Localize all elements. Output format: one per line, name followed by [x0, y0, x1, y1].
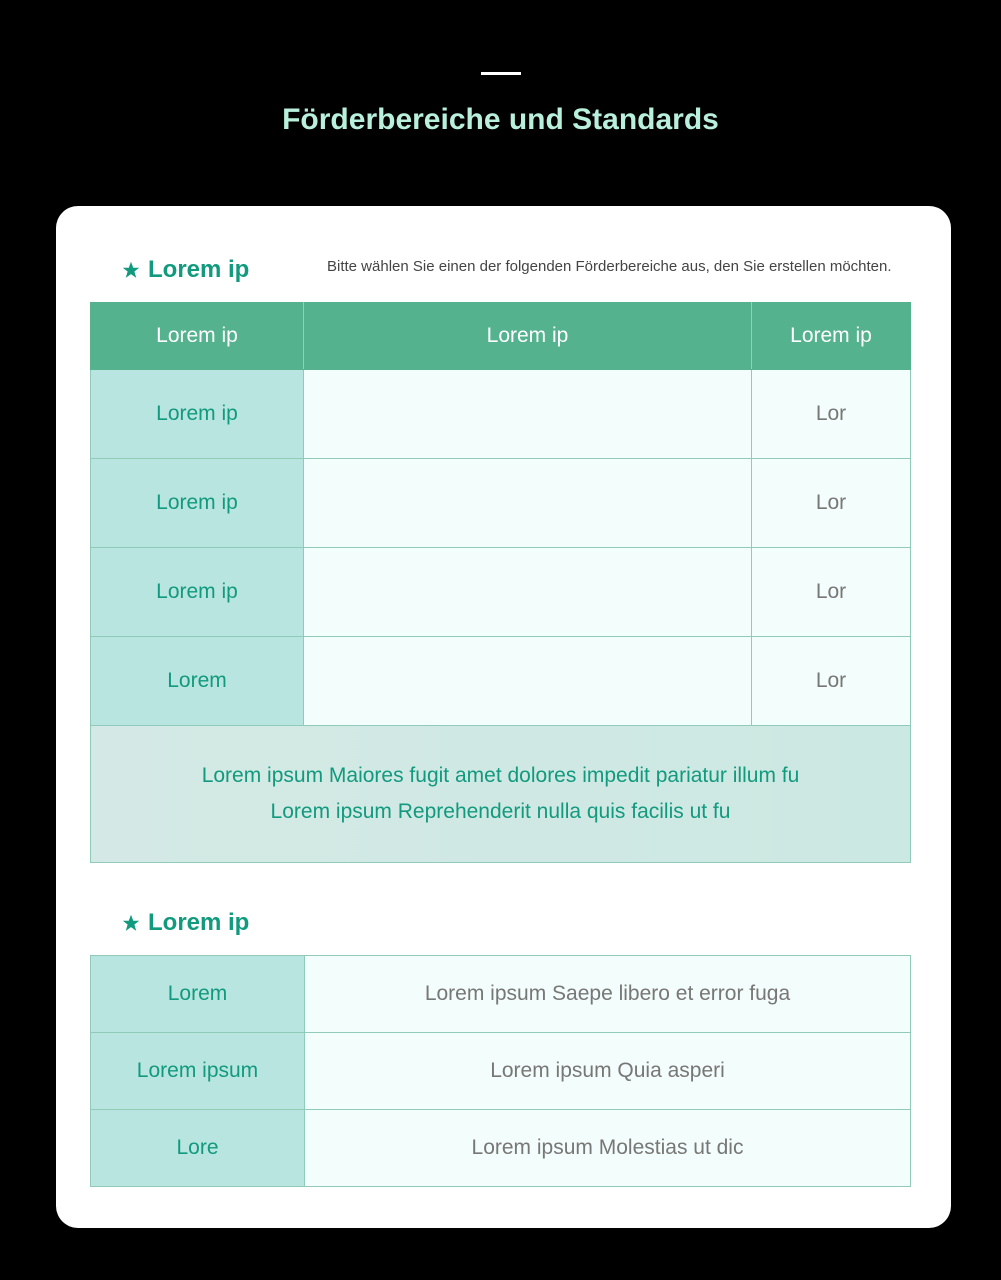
row-label: Lorem [91, 637, 304, 726]
star-icon [122, 914, 140, 932]
section2-heading [122, 908, 249, 938]
footer-line: Lorem ipsum Reprehenderit nulla quis facilis ut fu [270, 800, 731, 823]
section1-heading [122, 255, 249, 285]
table-footer-row [91, 726, 911, 863]
row-value: Lor [752, 370, 911, 459]
row-value: Lor [752, 459, 911, 548]
row-label: Lorem ip [91, 459, 304, 548]
page-title: Förderbereiche und Standards [282, 103, 719, 136]
table-header-row [91, 303, 911, 370]
table-row [91, 370, 911, 459]
table-row [91, 1033, 911, 1110]
funding-areas-table [90, 302, 911, 863]
content-card [56, 206, 951, 1228]
section1-description: Bitte wählen Sie einen der folgenden Förderbereiche aus, den Sie erstellen möchten. [327, 258, 892, 275]
row-label: Lorem ip [91, 548, 304, 637]
row-label: Lorem [91, 956, 305, 1033]
column-header: Lorem ip [91, 303, 304, 370]
star-icon [122, 261, 140, 279]
row-value: Lorem ipsum Quia asperi [305, 1033, 911, 1110]
table-row [91, 956, 911, 1033]
row-value: Lor [752, 637, 911, 726]
row-value: Lorem ipsum Molestias ut dic [305, 1110, 911, 1187]
row-content [304, 370, 752, 459]
column-header: Lorem ip [304, 303, 752, 370]
row-label: Lorem ip [91, 370, 304, 459]
table-footer-note [91, 726, 911, 863]
table-row [91, 1110, 911, 1187]
row-label: Lore [91, 1110, 305, 1187]
column-header: Lorem ip [752, 303, 911, 370]
section2-heading-text: Lorem ip [148, 909, 250, 936]
title-accent-line [481, 72, 521, 75]
row-value: Lorem ipsum Saepe libero et error fuga [305, 956, 911, 1033]
table-row [91, 637, 911, 726]
row-content [304, 548, 752, 637]
row-content [304, 459, 752, 548]
row-label: Lorem ipsum [91, 1033, 305, 1110]
footer-line: Lorem ipsum Maiores fugit amet dolores impedit pariatur illum fu [201, 764, 800, 787]
standards-table [90, 955, 911, 1187]
table-row [91, 548, 911, 637]
table-row [91, 459, 911, 548]
section1-heading-text: Lorem ip [148, 256, 250, 283]
row-content [304, 637, 752, 726]
row-value: Lor [752, 548, 911, 637]
